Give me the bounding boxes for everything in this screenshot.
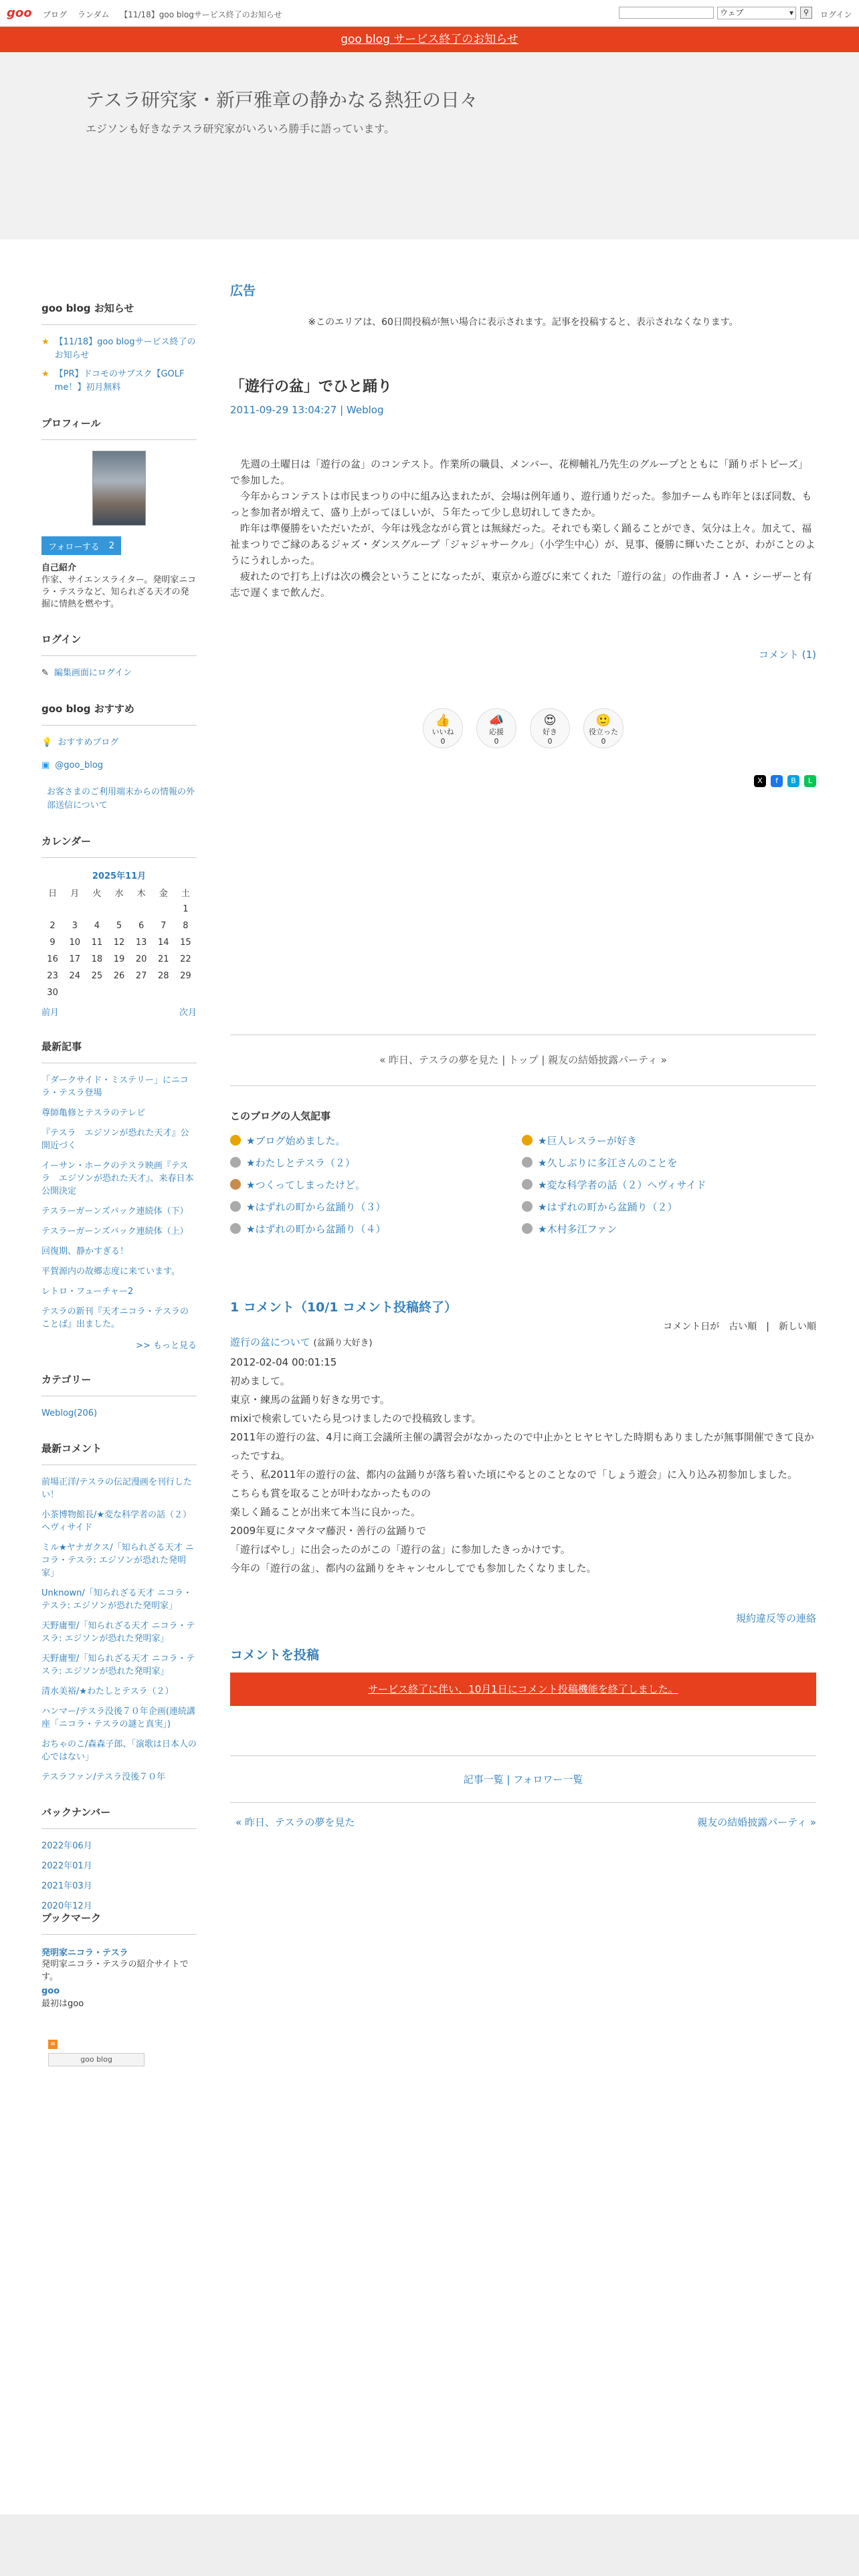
recent-article-link[interactable]: テスラの新刊『天才ニコラ・テスラのことば』出ました。 (41, 1307, 189, 1329)
comment-line: 楽しく踊ることが出来て本当に良かった。 (230, 1506, 421, 1518)
calendar-day: 22 (180, 954, 191, 964)
calendar-month: 2025年11月 (92, 871, 147, 881)
section-title: ブックマーク (41, 1911, 197, 1935)
calendar-day: 30 (47, 988, 58, 998)
backnumber-link[interactable]: 2022年06月 (41, 1841, 92, 1851)
topnav-news[interactable]: 【11/18】goo blogサービス終了のお知らせ (120, 10, 282, 19)
entry-paragraph: 昨年は準優勝をいただいたが、今年は残念ながら賞とは無縁だった。それでも楽しく踊ることができ、気分は上々。加えて、福祉まつりでご縁のあるジャズ・ダンスグループ「ジャジャサークル」（小学生中心）が、見事、優勝に輝いたことが、わがことのようにうれしかった。 (230, 522, 816, 566)
service-end-banner (0, 27, 859, 52)
bookmark-goo[interactable]: goo (41, 1986, 60, 1996)
comment-order[interactable]: コメント日が 古い順 | 新しい順 (663, 1321, 816, 1332)
recent-article-link[interactable]: テスラーガーンズバック連続体（下） (41, 1206, 189, 1216)
post-comment-title: コメントを投稿 (230, 1648, 320, 1662)
calendar-day: 12 (113, 938, 125, 948)
recent-comment-link[interactable]: ハンマー/テスラ没後７０年企画(連続講座「ニコラ・テスラの謎と真実」) (41, 1707, 195, 1729)
search-button[interactable] (800, 7, 812, 19)
follow-label: フォローする (48, 542, 100, 552)
comment-date: 2012-02-04 00:01:15 (230, 1356, 337, 1368)
more-link[interactable]: >> もっと見る (136, 1341, 197, 1351)
popular-item-link[interactable]: ★木村多江ファン (538, 1223, 617, 1235)
sidebar-news (41, 301, 197, 395)
intro-text: 作家、サイエンスライター。発明家ニコラ・テスラなど、知られざる天才の発掘に情熱を燃やす。 (41, 575, 197, 609)
calendar-day (130, 901, 153, 918)
entry-nav[interactable]: « 昨日、テスラの夢を見た | トップ | 親友の結婚披露パーティ » (379, 1054, 667, 1066)
calendar-day: 28 (158, 971, 169, 981)
search-scope-select[interactable]: ウェブ ▾ (717, 7, 796, 19)
calendar-day (86, 984, 108, 1001)
comment-line: こちらも賞を取ることが叶わなかったものの (230, 1487, 432, 1499)
sidebar (41, 301, 197, 2088)
recent-comment-link[interactable]: テスラファン/テスラ没後７０年 (41, 1772, 166, 1782)
comment-line: 今年の「遊行の盆」、都内の盆踊りをキャンセルしてでも参加したくなりました。 (230, 1562, 597, 1574)
avatar (92, 451, 146, 526)
calendar-day (153, 984, 175, 1001)
reaction-count: 0 (547, 737, 553, 746)
comment-item (230, 1333, 816, 1578)
topnav-blog[interactable]: ブログ (43, 10, 68, 19)
section-title: 最新コメント (41, 1441, 197, 1465)
recent-comment-link[interactable]: おちゃのこ/森森子郎、「演歌は日本人の心ではない」 (41, 1739, 197, 1762)
recent-comment-link[interactable]: Unknown/「知られざる天才 ニコラ・テスラ: エジソンが恐れた発明家」 (41, 1588, 192, 1611)
comments-title: 1 コメント（10/1 コメント投稿終了） (230, 1300, 458, 1315)
recent-comment-link[interactable]: 清水美裕/★わたしとテスラ（２） (41, 1687, 174, 1697)
intro-title: 自己紹介 (41, 563, 77, 573)
section-title: カレンダー (41, 834, 197, 858)
entry-title[interactable]: 「遊行の盆」でひと踊り (230, 379, 393, 395)
comment-line: そう、私2011年の遊行の盆、都内の盆踊りが落ち着いた頃にやるとのことなので「しょう遊会」に入り込み初参加しました。 (230, 1469, 798, 1481)
reaction-count: 0 (494, 737, 499, 746)
sidebar-bookmark (41, 1911, 197, 2066)
recent-comment-link[interactable]: 小茶博物館長/★変な科学者の話（２）ヘヴィサイド (41, 1510, 192, 1533)
calendar-day: 4 (94, 921, 100, 931)
prev-entry-link[interactable]: « 昨日、テスラの夢を見た (235, 1816, 355, 1828)
follow-button[interactable] (41, 536, 121, 555)
reaction-icon: 👍 (435, 714, 451, 728)
popular-item (230, 1178, 522, 1192)
rank-medal-icon (230, 1201, 241, 1212)
rank-medal-icon (522, 1135, 533, 1146)
line-share-icon[interactable]: L (804, 775, 816, 787)
calendar-day: 27 (135, 971, 147, 981)
recent-article-link[interactable]: 回復期、静かすぎる！ (41, 1247, 129, 1257)
calendar-day: 11 (91, 938, 103, 948)
entry-paragraph: 先週の土曜日は「遊行の盆」のコンテスト。作業所の職員、メンバー、花柳輔礼乃先生のグループとともに「踊りボトピーズ」で参加した。 (230, 458, 808, 486)
sidebar-comments (41, 1441, 197, 1784)
calendar-day: 20 (135, 954, 147, 964)
reaction-count: 0 (601, 737, 606, 746)
recent-comment-link[interactable]: 天野庸聖/「知られざる天才 ニコラ・テスラ: エジソンが恐れた発明家」 (41, 1621, 195, 1644)
popular-item-link[interactable]: ★巨人レスラーが好き (538, 1135, 637, 1147)
calendar-day (130, 984, 153, 1001)
calendar-day: 25 (91, 971, 103, 981)
entry-body (230, 456, 816, 601)
goo-logo[interactable]: goo (7, 6, 32, 20)
sidebar-recent (41, 1039, 197, 1351)
rank-medal-icon (522, 1157, 533, 1168)
section-title: カテゴリー (41, 1372, 197, 1396)
popular-item-link[interactable]: ★はずれの町から盆踊り（２） (538, 1201, 678, 1213)
calendar-day: 7 (161, 921, 167, 931)
reaction-icon: 🙂 (595, 714, 611, 728)
news-item[interactable]: 【PR】ドコモのサブスク【GOLF me！】初月無料 (54, 369, 185, 393)
rank-medal-icon (230, 1179, 241, 1190)
popular-item (230, 1156, 522, 1170)
section-title: 最新記事 (41, 1039, 197, 1063)
popular-item (522, 1222, 814, 1236)
recommend-blog-link[interactable]: おすすめブログ (58, 738, 119, 748)
popular-item-link[interactable]: ★久しぶりに多江さんのことを (538, 1157, 678, 1169)
search-icon: ⚲ (803, 8, 809, 17)
section-title: goo blog おすすめ (41, 702, 197, 726)
reaction-button[interactable] (423, 708, 463, 748)
popular-item (522, 1156, 814, 1170)
search-input[interactable] (619, 7, 714, 19)
sidebar-recommend (41, 702, 197, 813)
comment-line: 2011年の遊行の盆、4月に商工会議所主催の講習会がなかったので中止かとヒヤヒヤした時期もありましたが無事開催できて良かったですね。 (230, 1431, 814, 1462)
comment-line: mixiで検索していたら見つけましたので投稿致します。 (230, 1412, 482, 1424)
comment-closed-banner (230, 1673, 816, 1706)
follower-count: 2 (108, 540, 114, 551)
comment-author-suffix: (盆踊り大好き) (313, 1338, 373, 1348)
calendar-weekday: 金 (159, 889, 168, 899)
service-end-link[interactable]: goo blog サービス終了のお知らせ (341, 33, 518, 46)
sidebar-backnumber (41, 1805, 197, 1911)
popular-item (230, 1134, 522, 1148)
calendar-weekday: 木 (136, 889, 146, 899)
calendar-day: 24 (69, 971, 80, 981)
next-month-link[interactable]: 次月 (179, 1008, 197, 1018)
hatena-share-icon[interactable]: B (787, 775, 799, 787)
blog-subtitle: エジソンも好きなテスラ研究家がいろいろ勝手に語っています。 (86, 122, 395, 135)
lightbulb-icon: 💡 (41, 738, 53, 748)
calendar-day: 16 (47, 954, 58, 964)
section-title: プロフィール (41, 416, 197, 440)
blog-header (0, 52, 859, 239)
pencil-icon: ✎ (41, 668, 49, 678)
top-nav (43, 9, 290, 20)
popular-item-link[interactable]: ★わたしとテスラ（２） (246, 1157, 355, 1169)
recent-article-link[interactable]: テスラーガーンズバック連続体（上） (41, 1226, 189, 1237)
recent-article-link[interactable]: 『テスラ エジソンが恐れた天才』公開近づく (41, 1128, 189, 1151)
popular-item-link[interactable]: ★つくってしまったけど。 (246, 1179, 366, 1191)
reaction-label: 好き (543, 728, 557, 736)
section-title: バックナンバー (41, 1805, 197, 1829)
main-content (230, 281, 816, 1829)
sidebar-login (41, 632, 197, 680)
calendar-weekday: 土 (181, 889, 190, 899)
privacy-note-link[interactable]: お客さまのご利用端末からの情報の外部送信について (47, 787, 195, 811)
recent-article-link[interactable]: イーサン・ホークのテスラ映画『テスラ エジソンが恐れた天才』、来春日本公開決定 (41, 1161, 194, 1196)
sidebar-calendar (41, 834, 197, 1018)
reaction-icon: 📣 (488, 714, 504, 728)
bookmark-goo-desc: 最初はgoo (41, 1999, 84, 2009)
calendar-day: 15 (180, 938, 191, 948)
popular-list (230, 1134, 816, 1236)
ad-title: 広告 (230, 284, 256, 298)
calendar-day: 5 (116, 921, 122, 931)
calendar-table (41, 884, 197, 1001)
calendar-day: 10 (69, 938, 80, 948)
entry-paragraph: 疲れたので打ち上げは次の機会ということになったが、東京から遊びに来てくれた「遊行の盆」の作曲者Ｊ・Ａ・シーザーと有志で遅くまで飲んだ。 (230, 570, 813, 599)
calendar-day (64, 901, 86, 918)
calendar-day (64, 984, 86, 1001)
calendar-day (108, 901, 130, 918)
calendar-day (108, 984, 130, 1001)
calendar-weekday: 水 (114, 889, 124, 899)
reaction-button[interactable] (476, 708, 516, 748)
recent-article-link[interactable]: 平賀源内の故郷志度に来ています。 (41, 1267, 180, 1277)
blog-title[interactable]: テスラ研究家・新戸雅章の静かなる熱狂の日々 (86, 89, 478, 111)
calendar-day: 23 (47, 971, 58, 981)
popular-item-link[interactable]: ★ブログ始めました。 (246, 1135, 346, 1147)
recent-comment-link[interactable]: 前場正洋/テスラの伝記漫画を刊行したい！ (41, 1477, 192, 1500)
popular-item (522, 1200, 814, 1214)
rank-medal-icon (522, 1179, 533, 1190)
backnumber-link[interactable]: 2022年01月 (41, 1861, 92, 1871)
calendar-day (153, 901, 175, 918)
ad-note: ※このエリアは、60日間投稿が無い場合に表示されます。記事を投稿すると、表示されなくなります。 (308, 317, 739, 328)
comment-line: 2009年夏にタマタマ藤沢・善行の盆踊りで (230, 1525, 427, 1537)
facebook-share-icon[interactable]: f (771, 775, 783, 787)
comment-line: 「遊行ばやし」に出会ったのがこの「遊行の盆」に参加したきっかけです。 (230, 1543, 571, 1555)
calendar-weekday: 日 (48, 889, 58, 899)
prev-month-link[interactable]: 前月 (41, 1008, 60, 1018)
calendar-day: 1 (183, 904, 189, 914)
bookmark-desc: 発明家ニコラ・テスラの紹介サイトです。 (41, 1959, 189, 1982)
popular-item (230, 1200, 522, 1214)
report-link[interactable]: 規約違反等の連絡 (735, 1612, 816, 1624)
rank-medal-icon (522, 1223, 533, 1234)
popular-item-link[interactable]: ★はずれの町から盆踊り（４） (246, 1223, 386, 1235)
recent-article-link[interactable]: 尊師亀修とテスラのテレビ (41, 1108, 146, 1118)
rank-medal-icon (230, 1135, 241, 1146)
star-icon: ★ (41, 337, 50, 347)
bookmark-name[interactable]: 発明家ニコラ・テスラ (41, 1948, 128, 1958)
x-share-icon[interactable]: X (754, 775, 766, 787)
reaction-buttons (230, 708, 816, 748)
reaction-count: 0 (440, 737, 446, 746)
calendar-day: 8 (183, 921, 189, 931)
reaction-label: いいね (432, 728, 454, 736)
calendar-day: 3 (72, 921, 78, 931)
twitter-link[interactable]: @goo_blog (55, 760, 104, 770)
share-buttons (230, 775, 816, 787)
calendar-day (175, 984, 197, 1001)
recent-article-link[interactable]: レトロ・フューチャー2 (41, 1287, 134, 1297)
calendar-weekday: 月 (70, 889, 80, 899)
bottom-links[interactable]: 記事一覧 | フォロワー一覧 (463, 1774, 583, 1786)
recent-comment-link[interactable]: ミル★ヤナガクス/「知られざる天才 ニコラ・テスラ: エジソンが恐れた発明家」 (41, 1543, 194, 1578)
top-bar (0, 0, 859, 27)
reaction-button[interactable] (530, 708, 570, 748)
backnumber-link[interactable]: 2020年12月 (41, 1901, 92, 1911)
popular-item (522, 1178, 814, 1192)
calendar-day: 13 (135, 938, 147, 948)
calendar-day: 21 (158, 954, 169, 964)
calendar-day: 17 (69, 954, 80, 964)
login-link[interactable]: ログイン (820, 10, 852, 19)
calendar-day: 29 (180, 971, 191, 981)
calendar-weekday: 火 (92, 889, 102, 899)
calendar-day: 26 (113, 971, 125, 981)
edit-login-link[interactable]: 編集画面にログイン (54, 668, 132, 678)
footer (0, 2514, 859, 2576)
entry-paragraph: 今年からコンテストは市民まつりの中に組み込まれたが、会場は例年通り、遊行通りだった。参加チームも昨年とほぼ同数、もっと参加者が増えて、盛り上がってほしいが、５年たって少し息切れしてきたか。 (230, 490, 812, 518)
section-title: ログイン (41, 632, 197, 656)
calendar-day: 9 (50, 938, 56, 948)
comment-count-link[interactable]: コメント (1) (758, 649, 816, 661)
comment-closed-link[interactable]: サービス終了に伴い、10月1日にコメント投稿機能を終了しました。 (368, 1683, 678, 1695)
reaction-button[interactable] (583, 708, 624, 748)
twitter-icon: ▣ (41, 760, 50, 770)
category-link[interactable]: Weblog(206) (41, 1408, 98, 1418)
sidebar-category (41, 1372, 197, 1420)
rank-medal-icon (522, 1201, 533, 1212)
reaction-icon: 😍 (543, 714, 557, 728)
calendar-day: 18 (91, 954, 103, 964)
popular-title: このブログの人気記事 (230, 1110, 331, 1122)
calendar-day: 19 (113, 954, 125, 964)
sidebar-profile (41, 416, 197, 611)
backnumber-list[interactable] (41, 1840, 197, 1911)
rank-medal-icon (230, 1223, 241, 1234)
calendar-day: 2 (50, 921, 56, 931)
calendar-day (41, 901, 64, 918)
comment-author[interactable]: 遊行の盆について (230, 1336, 310, 1348)
rank-medal-icon (230, 1157, 241, 1168)
calendar-day (86, 901, 108, 918)
popular-item-link[interactable]: ★変な科学者の話（２）ヘヴィサイド (538, 1179, 706, 1191)
next-entry-link[interactable]: 親友の結婚披露パーティ » (697, 1816, 816, 1828)
backnumber-link[interactable]: 2021年03月 (41, 1881, 92, 1891)
goo-blog-badge[interactable]: goo blog (48, 2053, 145, 2066)
recent-comment-link[interactable]: 天野庸聖/「知られざる天才 ニコラ・テスラ: エジソンが恐れた発明家」 (41, 1654, 195, 1677)
popular-item (522, 1134, 814, 1148)
calendar-day: 14 (158, 938, 169, 948)
news-item[interactable]: 【11/18】goo blogサービス終了のお知らせ (54, 337, 196, 360)
calendar-day: 6 (138, 921, 145, 931)
reaction-label: 役立った (589, 728, 618, 736)
reaction-label: 応援 (489, 728, 504, 736)
rss-icon[interactable]: ≋ (48, 2040, 58, 2049)
topnav-random[interactable]: ランダム (77, 10, 110, 19)
comment-line: 初めまして。 (230, 1375, 290, 1387)
section-title: goo blog お知らせ (41, 301, 197, 325)
popular-item (230, 1222, 522, 1236)
popular-item-link[interactable]: ★はずれの町から盆踊り（３） (246, 1201, 386, 1213)
recent-article-link[interactable]: 「ダークサイド・ミステリー」にニコラ・テスラ登場 (41, 1075, 189, 1098)
comment-line: 東京・練馬の盆踊り好きな男です。 (230, 1394, 390, 1406)
star-icon: ★ (41, 369, 50, 379)
entry-date[interactable]: 2011-09-29 13:04:27 | Weblog (230, 404, 384, 416)
